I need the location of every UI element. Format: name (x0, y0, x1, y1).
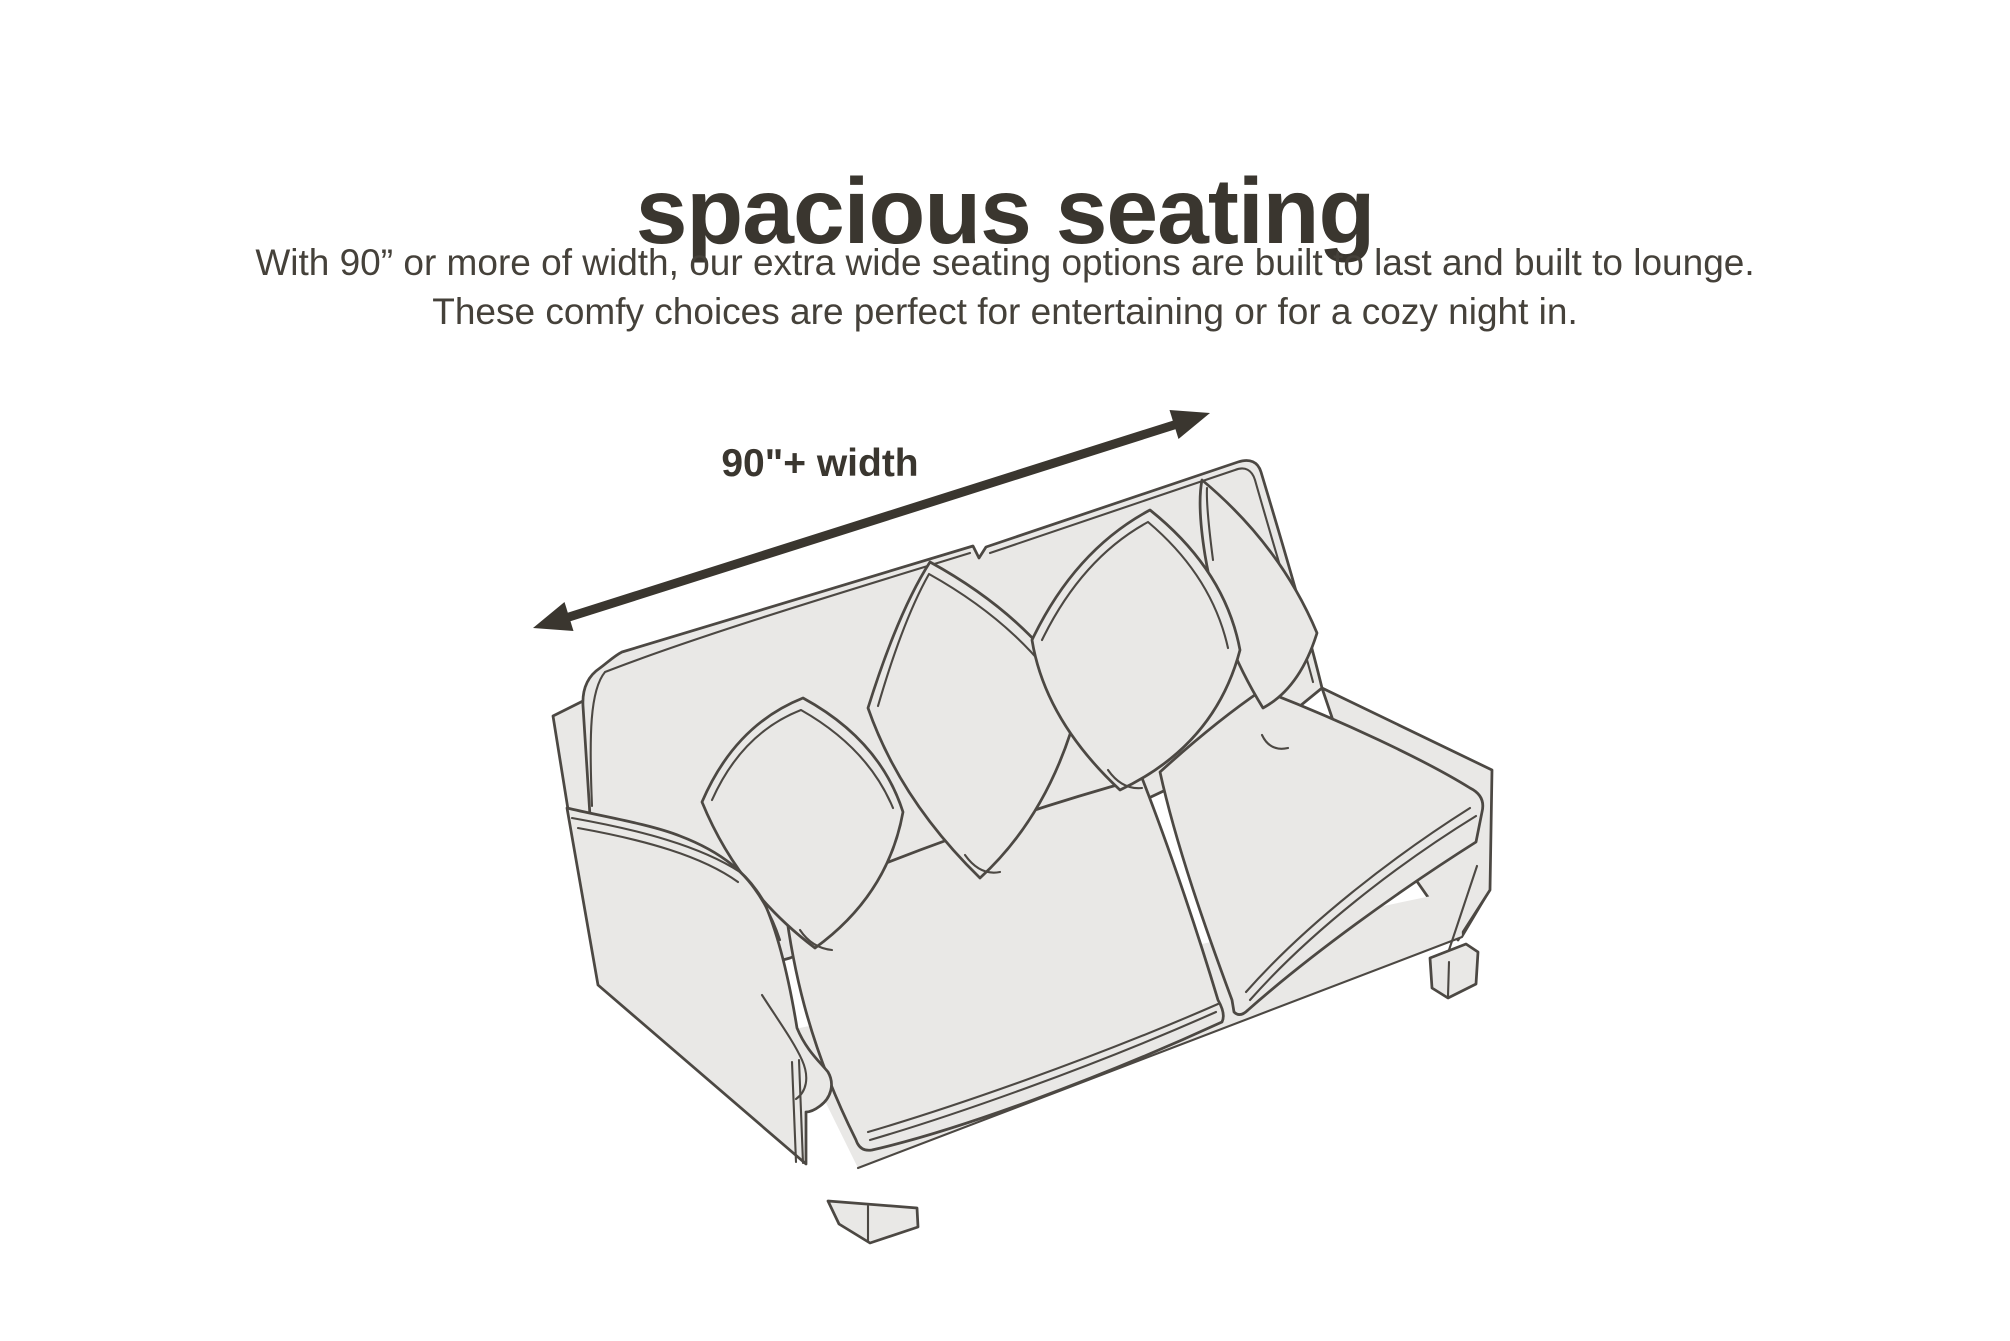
sofa-right-foot-crease (1448, 962, 1449, 996)
arrowhead-left (533, 602, 574, 631)
sofa-right-foot (1430, 944, 1478, 998)
description-line-2: These comfy choices are perfect for entertaining or for a cozy night in. (432, 291, 1578, 332)
page-title: spacious seating (635, 159, 1375, 264)
sofa-front-foot (828, 1201, 918, 1243)
description-line-1: With 90” or more of width, our extra wide seating options are built to last and built to lounge. (255, 242, 1755, 283)
arrowhead-right (1170, 410, 1211, 439)
dimension-label: 90"+ width (721, 442, 919, 485)
